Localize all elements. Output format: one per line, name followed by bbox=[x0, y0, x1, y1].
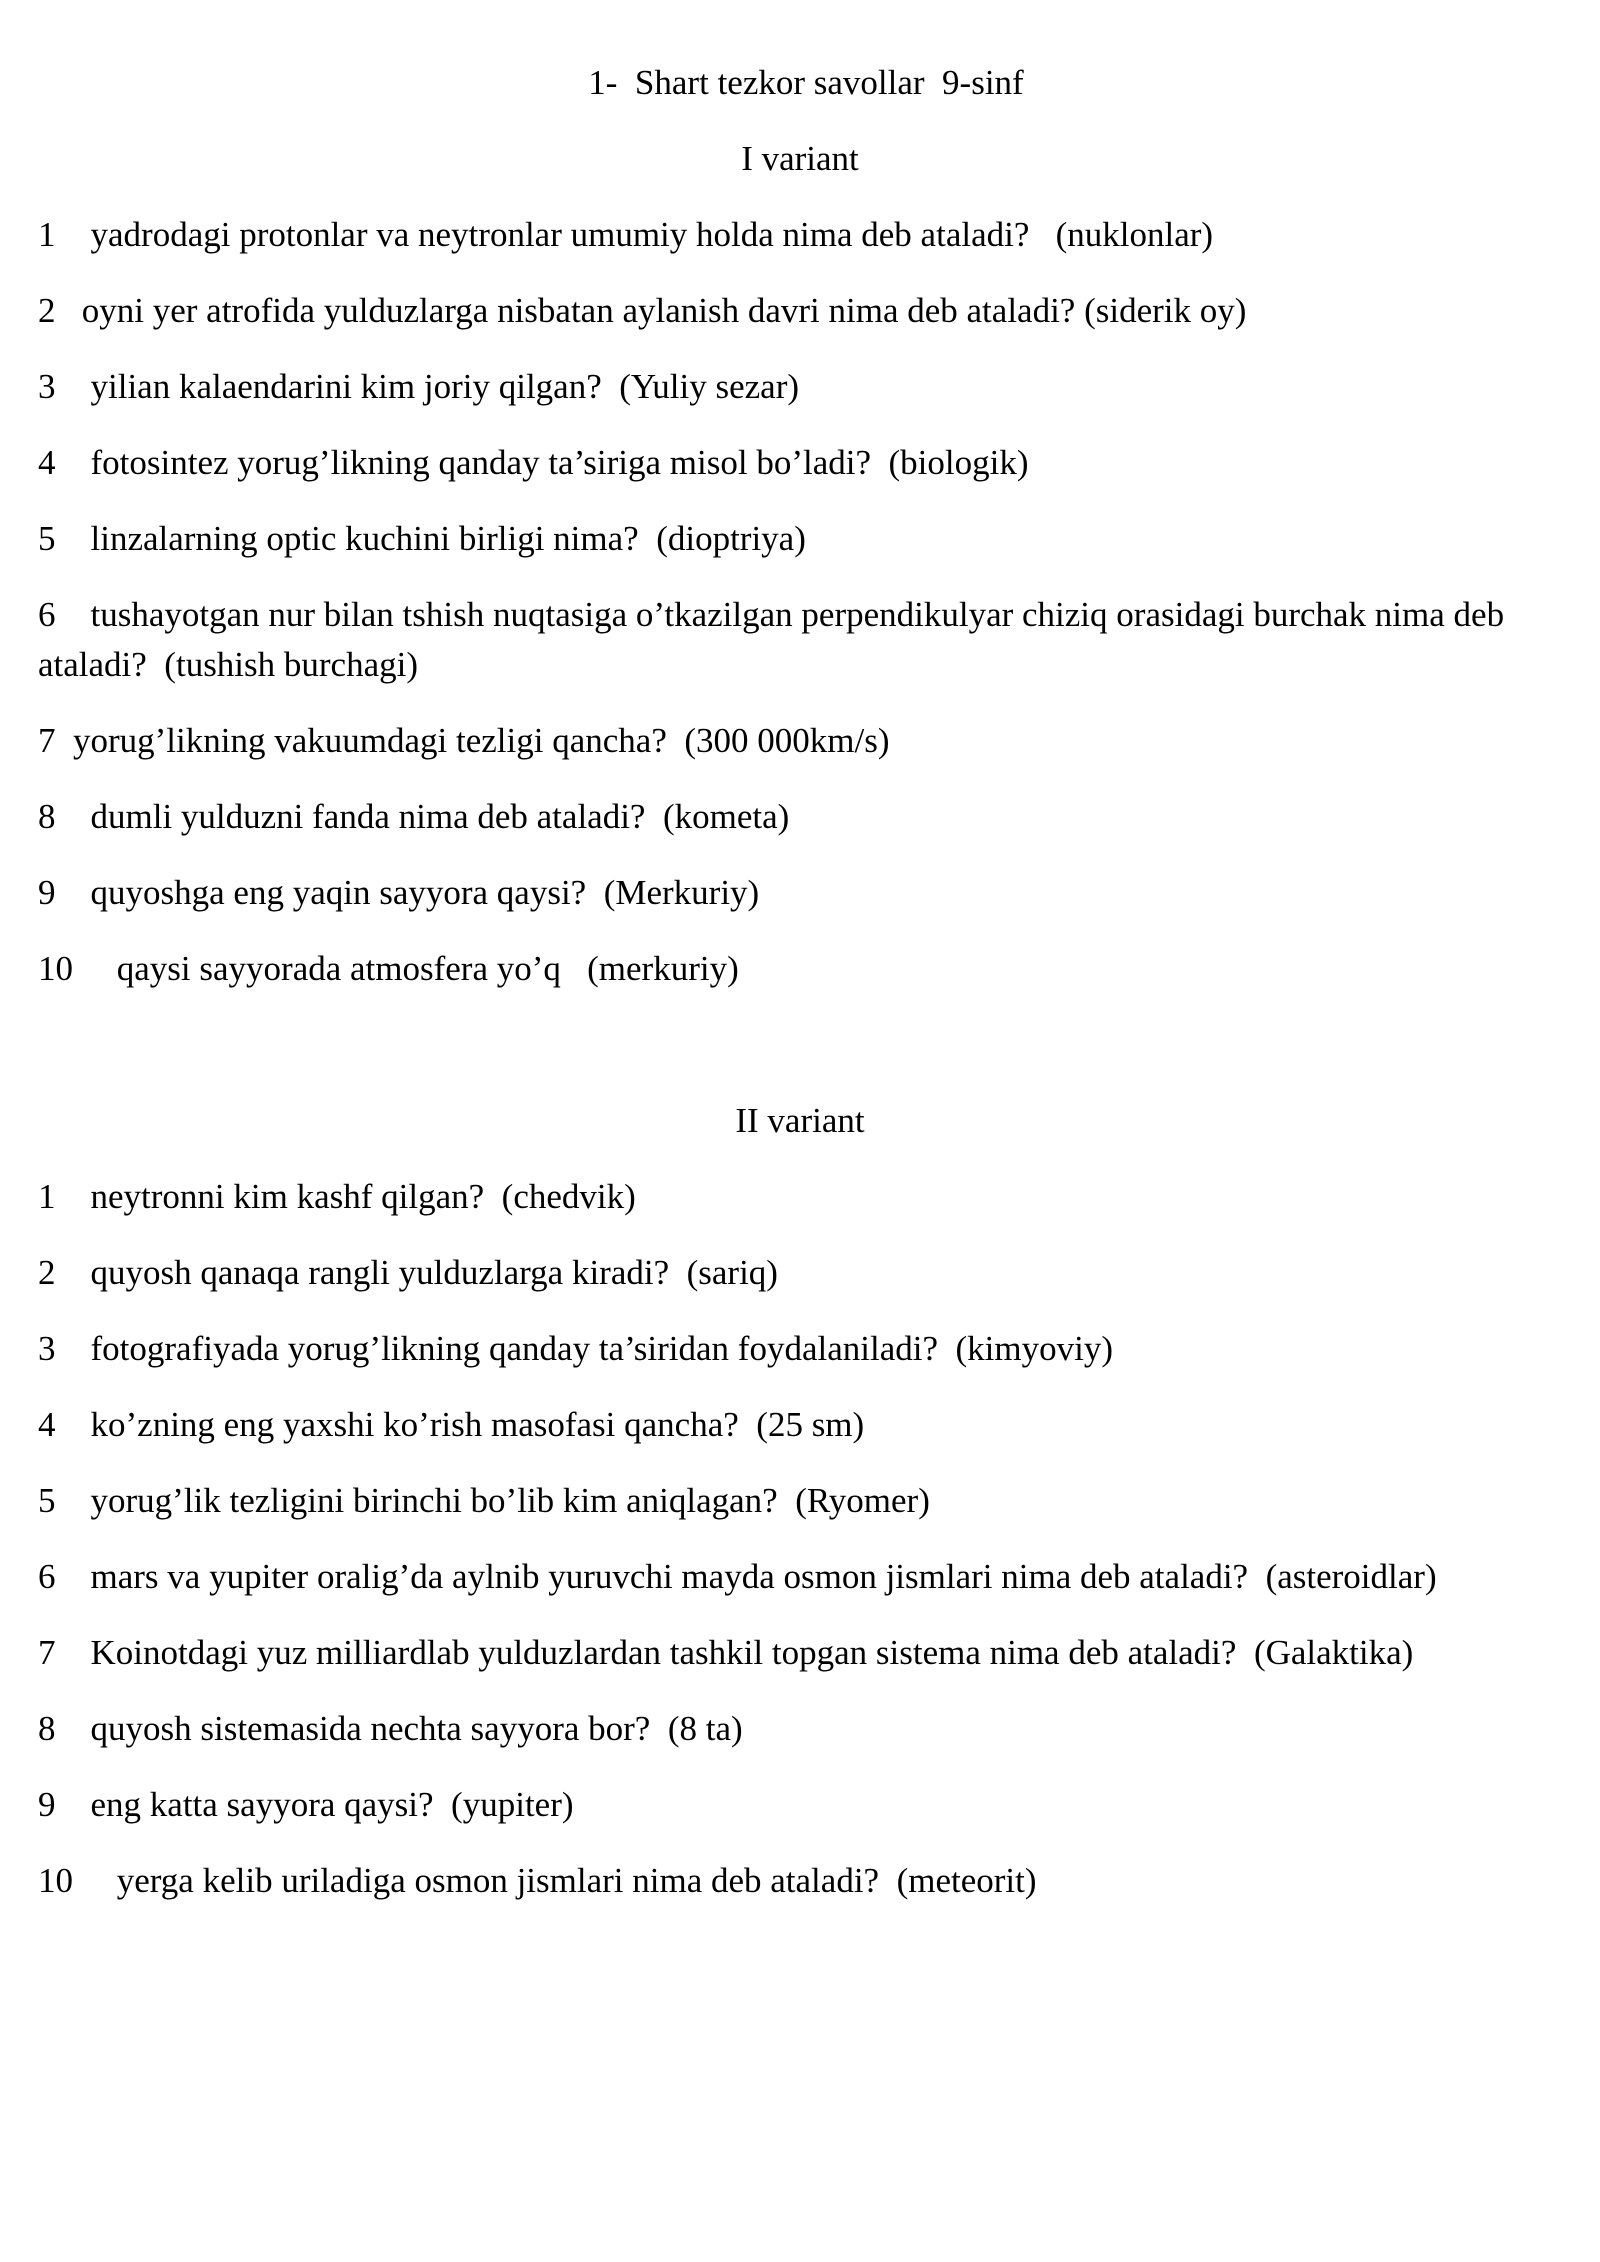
question-item bbox=[38, 1704, 1562, 1754]
question-number: 7 bbox=[38, 1633, 56, 1672]
question-item bbox=[38, 716, 1562, 766]
question-text: fotosintez yorug’likning qanday ta’siriga misol bo’ladi? (biologik) bbox=[90, 443, 1029, 482]
question-number: 6 bbox=[38, 1557, 56, 1596]
variant-2-questions bbox=[38, 1172, 1562, 1906]
question-text: fotografiyada yorug’likning qanday ta’siridan foydalaniladi? (kimyoviy) bbox=[90, 1329, 1113, 1368]
question-item bbox=[38, 590, 1562, 690]
question-item bbox=[38, 1552, 1562, 1602]
question-text: ko’zning eng yaxshi ko’rish masofasi qancha? (25 sm) bbox=[90, 1405, 865, 1444]
question-gap bbox=[56, 721, 74, 760]
question-item bbox=[38, 868, 1562, 918]
question-gap bbox=[56, 215, 91, 254]
question-gap bbox=[56, 519, 91, 558]
question-item bbox=[38, 1856, 1562, 1906]
question-text: yorug’lik tezligini birinchi bo’lib kim aniqlagan? (Ryomer) bbox=[90, 1481, 930, 1520]
question-number: 2 bbox=[38, 1253, 56, 1292]
question-number: 8 bbox=[38, 1709, 56, 1748]
question-gap bbox=[73, 1861, 117, 1900]
question-text: oyni yer atrofida yulduzlarga nisbatan aylanish davri nima deb ataladi? (siderik oy) bbox=[81, 291, 1247, 330]
document-title: 1- Shart tezkor savollar 9-sinf bbox=[588, 63, 1024, 102]
question-gap bbox=[56, 1253, 91, 1292]
question-number: 7 bbox=[38, 721, 56, 760]
question-text: yorug’likning vakuumdagi tezligi qancha? (300 000km/s) bbox=[73, 721, 890, 760]
question-gap bbox=[56, 1557, 91, 1596]
question-gap bbox=[56, 873, 91, 912]
question-text: yilian kalaendarini kim joriy qilgan? (Yuliy sezar) bbox=[90, 367, 800, 406]
question-number: 4 bbox=[38, 443, 56, 482]
document-body bbox=[38, 58, 1562, 1932]
question-number: 10 bbox=[38, 949, 73, 988]
question-text: eng katta sayyora qaysi? (yupiter) bbox=[90, 1785, 574, 1824]
question-gap bbox=[56, 291, 82, 330]
section-spacer bbox=[38, 1020, 1562, 1096]
question-item bbox=[38, 362, 1562, 412]
question-text: quyoshga eng yaqin sayyora qaysi? (Merkuriy) bbox=[90, 873, 760, 912]
variant-1-questions bbox=[38, 210, 1562, 994]
question-number: 8 bbox=[38, 797, 56, 836]
question-number: 2 bbox=[38, 291, 56, 330]
question-number: 5 bbox=[38, 519, 56, 558]
question-text: tushayotgan nur bilan tshish nuqtasiga o’tkazilgan perpendikulyar chiziq orasidagi burchak nima deb ataladi? (tushish burchagi) bbox=[38, 595, 1513, 684]
question-item bbox=[38, 1172, 1562, 1222]
question-gap bbox=[56, 595, 91, 634]
question-gap bbox=[56, 1177, 91, 1216]
question-number: 9 bbox=[38, 1785, 56, 1824]
question-number: 5 bbox=[38, 1481, 56, 1520]
question-item bbox=[38, 1780, 1562, 1830]
question-item bbox=[38, 1324, 1562, 1374]
question-gap bbox=[56, 367, 91, 406]
question-number: 10 bbox=[38, 1861, 73, 1900]
question-number: 4 bbox=[38, 1405, 56, 1444]
question-item bbox=[38, 286, 1562, 336]
question-text: linzalarning optic kuchini birligi nima? (dioptriya) bbox=[90, 519, 806, 558]
question-gap bbox=[73, 949, 117, 988]
question-item bbox=[38, 1400, 1562, 1450]
question-text: mars va yupiter oralig’da aylnib yuruvchi mayda osmon jismlari nima deb ataladi? (asteroidlar) bbox=[90, 1557, 1437, 1596]
question-text: yadrodagi protonlar va neytronlar umumiy holda nima deb ataladi? (nuklonlar) bbox=[90, 215, 1214, 254]
question-number: 6 bbox=[38, 595, 56, 634]
question-item bbox=[38, 944, 1562, 994]
question-number: 1 bbox=[38, 215, 56, 254]
variant-1-heading: I variant bbox=[741, 139, 859, 178]
question-gap bbox=[56, 443, 91, 482]
question-text: Koinotdagi yuz milliardlab yulduzlardan tashkil topgan sistema nima deb ataladi? (Galaktika) bbox=[90, 1633, 1414, 1672]
question-text: dumli yulduzni fanda nima deb ataladi? (kometa) bbox=[90, 797, 790, 836]
question-item bbox=[38, 1248, 1562, 1298]
question-gap bbox=[56, 1785, 91, 1824]
question-text: quyosh sistemasida nechta sayyora bor? (8 ta) bbox=[90, 1709, 743, 1748]
question-gap bbox=[56, 1633, 91, 1672]
question-gap bbox=[56, 797, 91, 836]
question-item bbox=[38, 1628, 1562, 1678]
question-item bbox=[38, 438, 1562, 488]
question-item bbox=[38, 1476, 1562, 1526]
question-item bbox=[38, 210, 1562, 260]
question-item bbox=[38, 514, 1562, 564]
question-gap bbox=[56, 1405, 91, 1444]
question-text: yerga kelib uriladiga osmon jismlari nima deb ataladi? (meteorit) bbox=[116, 1861, 1037, 1900]
variant-2-heading: II variant bbox=[735, 1101, 865, 1140]
question-item bbox=[38, 792, 1562, 842]
question-text: qaysi sayyorada atmosfera yo’q (merkuriy) bbox=[116, 949, 739, 988]
question-gap bbox=[56, 1329, 91, 1368]
question-gap bbox=[56, 1709, 91, 1748]
question-number: 9 bbox=[38, 873, 56, 912]
question-text: neytronni kim kashf qilgan? (chedvik) bbox=[90, 1177, 636, 1216]
question-number: 1 bbox=[38, 1177, 56, 1216]
question-number: 3 bbox=[38, 1329, 56, 1368]
question-text: quyosh qanaqa rangli yulduzlarga kiradi? (sariq) bbox=[90, 1253, 778, 1292]
question-gap bbox=[56, 1481, 91, 1520]
question-number: 3 bbox=[38, 367, 56, 406]
